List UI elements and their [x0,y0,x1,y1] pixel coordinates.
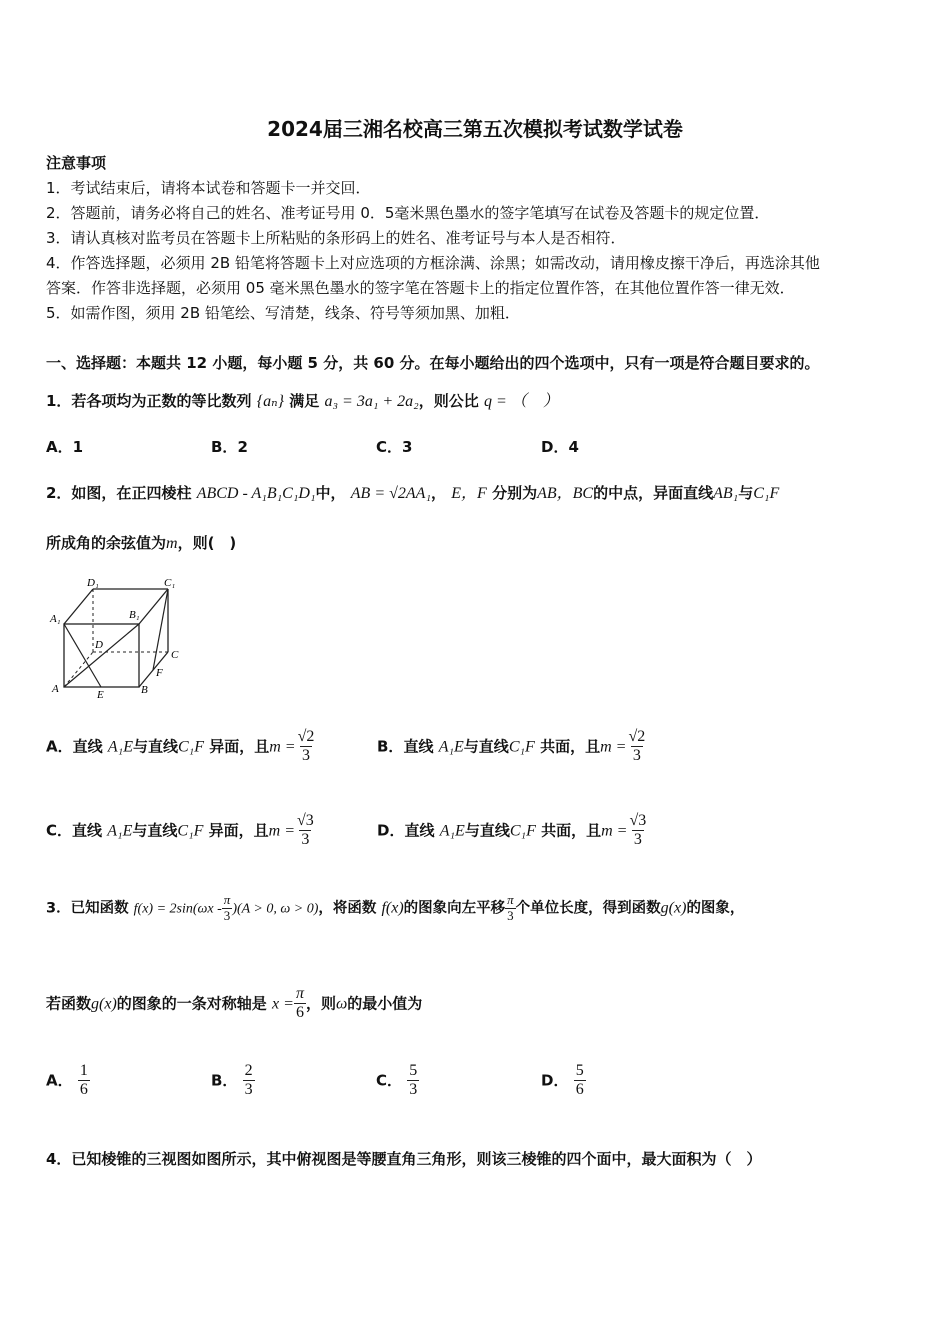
segment-c1f [153,589,168,670]
q1-mid: 满足 [289,392,320,410]
label-a1: A₁ [50,613,61,625]
q1-expr: a₃ = 3a₁ + 2a₂ [324,393,419,410]
q2-option-c: C．直线 A₁E与直线C₁F 异面，且m = $\frac{√3}{3}$ [46,812,314,849]
prism-figure [46,574,196,704]
edge [139,589,168,624]
label-e: E [97,689,104,701]
q1-option-d: D．4 [541,438,579,456]
label-a: A [52,683,59,695]
q1-option-a: A．1 [46,438,84,456]
notice-item: 答案．作答非选择题，必须用 05 毫米黑色墨水的签字笔在答题卡上的指定位置作答，在其他位置作答一律无效． [46,279,795,297]
q2-condition: AB = √2AA₁ [350,485,432,502]
label-d: D [95,639,103,651]
label-b: B [141,684,148,696]
q1-q: q = （ ） [483,393,559,410]
q2-option-b: B．直线 A₁E与直线C₁F 共面，且m = $\frac{√2}{3}$ [377,728,646,765]
q1-option-c: C．3 [376,438,413,456]
notice-item: 1．考试结束后，请将本试卷和答题卡一并交回． [46,179,371,197]
question-2-line2: 所成角的余弦值为m，则( ) [46,534,237,552]
notice-item: 2．答题前，请务必将自己的姓名、准考证号用 0．5毫米黑色墨水的签字笔填写在试卷及答题卡的规定位置． [46,204,770,222]
q1-suffix: ，则公比 [418,392,479,410]
label-d1: D₁ [87,577,99,589]
q1-seq: {aₙ} [256,393,284,410]
label-c: C [171,649,179,661]
q1-option-b: B．2 [211,438,248,456]
edge [64,589,93,624]
question-2: 2．如图，在正四棱柱 ABCD - A₁B₁C₁D₁中， AB = √2AA₁， E，F 分别为AB，BC的中点，异面直线AB₁与C₁F [46,484,780,502]
q3-option-a: A． $\frac{1}{6}$ [46,1062,88,1099]
label-c1: C₁ [164,577,176,589]
label-f: F [156,667,163,679]
question-4: 4．已知棱锥的三视图如图所示，其中俯视图是等腰直角三角形，则该三棱锥的四个面中，最大面积为（ ） [46,1150,762,1168]
q3-option-b: B． $\frac{2}{3}$ [211,1062,253,1099]
question-3-line2: 若函数g(x)的图象的一条对称轴是 x = $\frac{\pi}{6}$ ，则ω的最小值为 [46,985,423,1022]
q2-prefix: 2．如图，在正四棱柱 [46,484,192,502]
q1-prefix: 1．若各项均为正数的等比数列 [46,392,252,410]
page-title: 2024届三湘名校高三第五次模拟考试数学试卷 [267,117,683,141]
hidden-edge [64,652,93,687]
q2-option-a: A．直线 A₁E与直线C₁F 异面，且m = $\frac{√2}{3}$ [46,728,315,765]
notice-item: 5．如需作图，须用 2B 铅笔绘、写清楚，线条、符号等须加黑、加粗． [46,304,520,322]
q3-option-d: D． $\frac{5}{6}$ [541,1062,584,1099]
question-3: 3．已知函数 f(x) = 2sin(ωx - $\frac{\pi}{3}$ )(A > 0, ω > 0)，将函数 f(x)的图象向左平移 $\frac{\pi}{3}$ 个单位长度，得到函数g(x)的图象， [46,892,745,923]
section-heading: 一、选择题：本题共 12 小题，每小题 5 分，共 60 分。在每小题给出的四个选项中，只有一项是符合题目要求的。 [46,354,820,372]
notice-item: 3．请认真核对监考员在答题卡上所粘贴的条形码上的姓名、准考证号与本人是否相符． [46,229,626,247]
label-b1: B₁ [129,609,140,621]
q2-option-d: D．直线 A₁E与直线C₁F 共面，且m = $\frac{√3}{3}$ [377,812,647,849]
q3-option-c: C． $\frac{5}{3}$ [376,1062,418,1099]
q2-prism: ABCD - A₁B₁C₁D₁ [196,485,316,502]
question-1 [46,388,559,411]
segment-a1e [64,624,101,687]
notice-item: 4．作答选择题，必须用 2B 铅笔将答题卡上对应选项的方框涂满、涂黑；如需改动，请用橡皮擦干净后，再选涂其他 [46,254,820,272]
segment-ab1 [64,624,139,687]
notice-heading: 注意事项 [46,154,107,172]
